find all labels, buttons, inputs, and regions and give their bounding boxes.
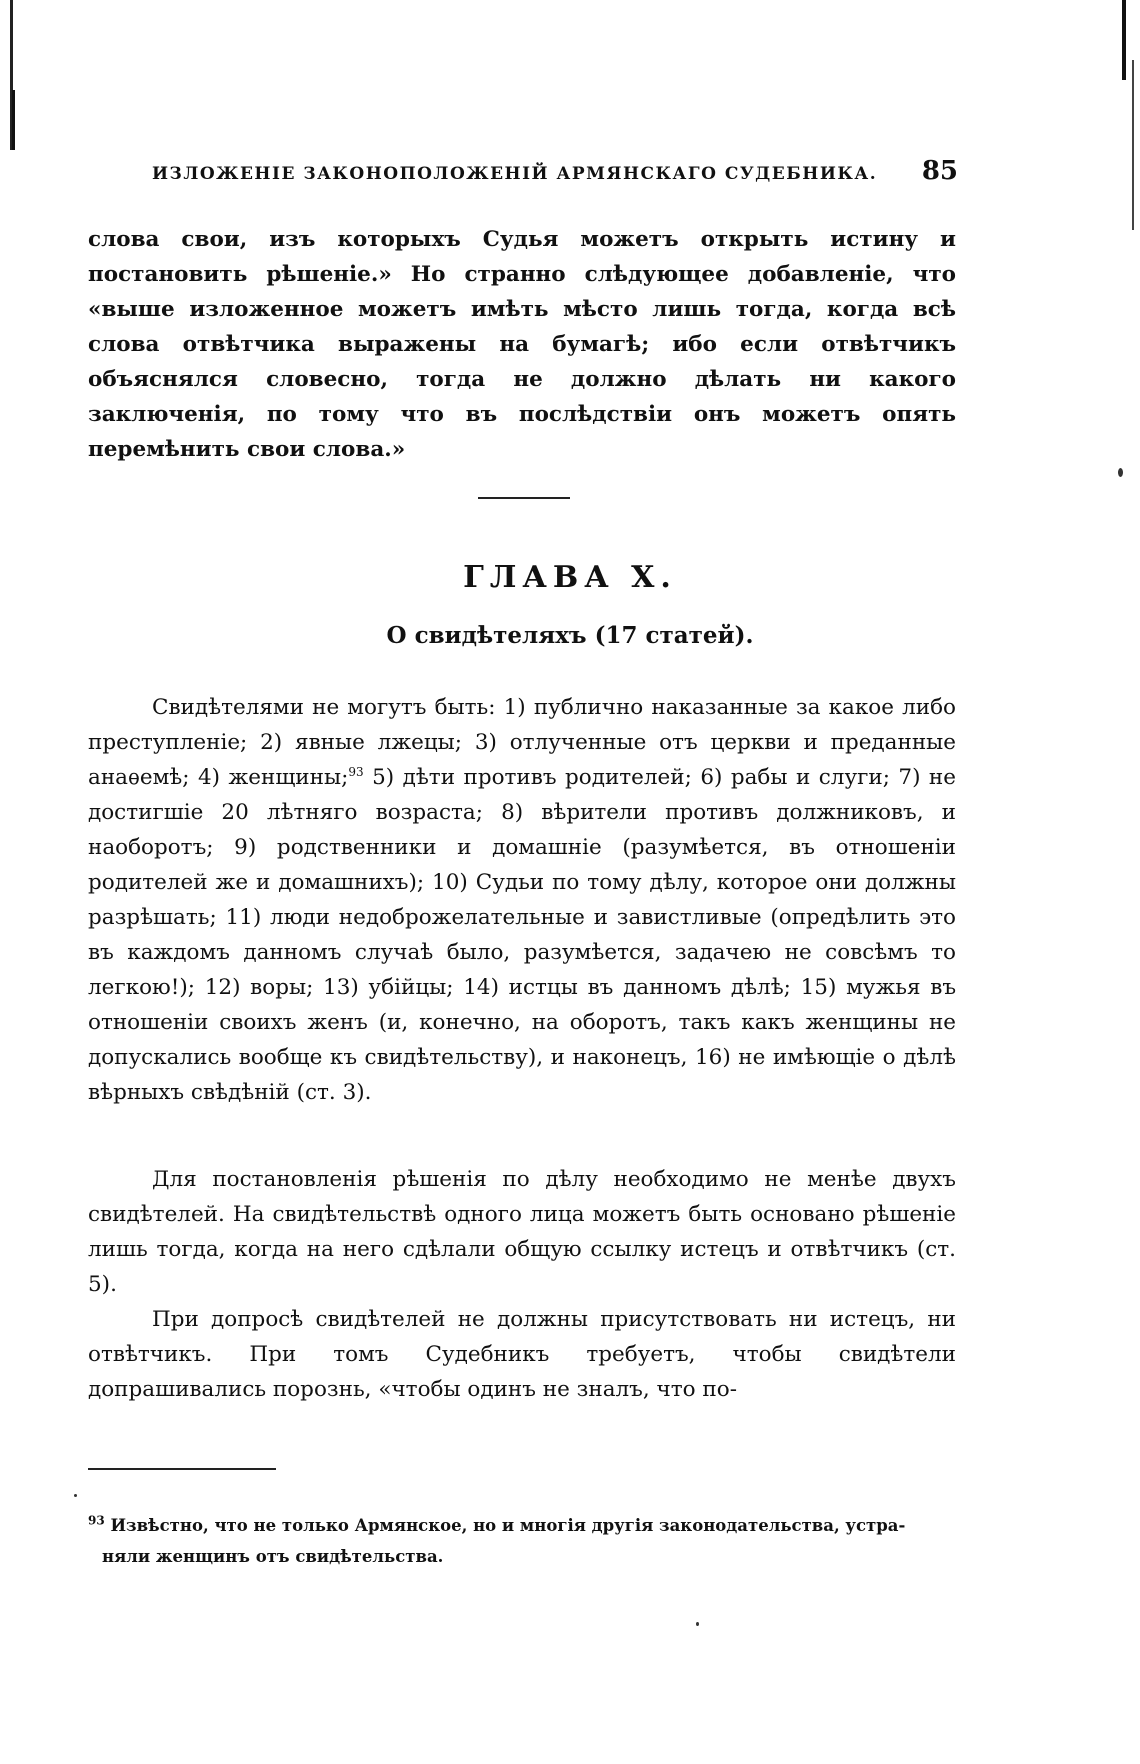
running-head-title: ИЗЛОЖЕНІЕ ЗАКОНОПОЛОЖЕНІЙ АРМЯНСКАГО СУДЕБНИКА. (152, 164, 878, 184)
scan-edge-right-line (1132, 60, 1134, 230)
footnote-marker: 93 (88, 1513, 105, 1528)
page-number: 85 (921, 156, 958, 186)
scan-speck (1118, 468, 1123, 477)
scan-edge-left-mark (12, 90, 15, 150)
scan-edge-right (1122, 0, 1126, 80)
footnote (88, 1510, 956, 1572)
chapter-subtitle: О свидѣтеляхъ (17 статей). (386, 622, 754, 649)
scan-speck (696, 1622, 699, 1626)
footnote-rule (88, 1468, 276, 1470)
paragraph-4: При допросѣ свидѣтелей не должны присутствовать ни истецъ, ни отвѣтчикъ. При томъ Судебникъ требуетъ, чтобы свидѣтели допрашивались порознь, «чтобы одинъ не зналъ, что по- (88, 1307, 956, 1402)
footnote-reference: 93 (348, 764, 364, 779)
chapter-title: ГЛАВА X. (463, 560, 677, 595)
section-divider (478, 497, 570, 499)
scan-speck (74, 1494, 77, 1497)
footnote-text-line-1: Извѣстно, что не только Армянское, но и многія другія законодательства, устра- (110, 1516, 906, 1535)
paragraph-1: слова свои, изъ которыхъ Судья можетъ открыть истину и постановить рѣшеніе.» Но странно слѣдующее добавленіе, что «выше изложенное можетъ имѣть мѣсто лишь тогда, когда всѣ слова отвѣтчика выражены на бумагѣ; ибо если отвѣтчикъ объяснялся словесно, тогда не должно дѣлать ни какого заключенія, по тому что въ послѣдствіи онъ можетъ опять перемѣнить свои слова.» (88, 227, 956, 462)
paragraph-2 (88, 690, 956, 1110)
running-head (152, 156, 958, 186)
footnote-text-line-2: няли женщинъ отъ свидѣтельства. (102, 1547, 444, 1566)
paragraph-2-part-1: Свидѣтелями не могутъ быть: 1) публично наказанные за какое либо преступленіе; 2) явные лжецы; 3) отлученные отъ церкви и преданные анаѳемѣ; 4) женщины; (88, 695, 956, 790)
paragraph-3: Для постановленія рѣшенія по дѣлу необходимо не менѣе двухъ свидѣтелей. На свидѣтельствѣ одного лица можетъ быть основано рѣшеніе лишь тогда, когда на него сдѣлали общую ссылку истецъ и отвѣтчикъ (ст. 5). (88, 1167, 956, 1297)
paragraph-2-part-2: 5) дѣти противъ родителей; 6) рабы и слуги; 7) не достигшіе 20 лѣтняго возраста; 8) вѣрители противъ должниковъ, и наоборотъ; 9) родственники и домашніе (разумѣется, въ отношеніи родителей же и домашнихъ); 10) Судьи по тому дѣлу, которое они должны разрѣшать; 11) люди недоброжелательные и завистливые (опредѣлить это въ каждомъ данномъ случаѣ было, разумѣется, задачею не совсѣмъ то легкою!); 12) воры; 13) убійцы; 14) истцы въ данномъ дѣлѣ; 15) мужья въ отношеніи своихъ женъ (и, конечно, на оборотъ, такъ какъ женщины не допускались вообще къ свидѣтельству), и наконецъ, 16) не имѣющіе о дѣлѣ вѣрныхъ свѣдѣній (ст. 3). (88, 765, 956, 1105)
